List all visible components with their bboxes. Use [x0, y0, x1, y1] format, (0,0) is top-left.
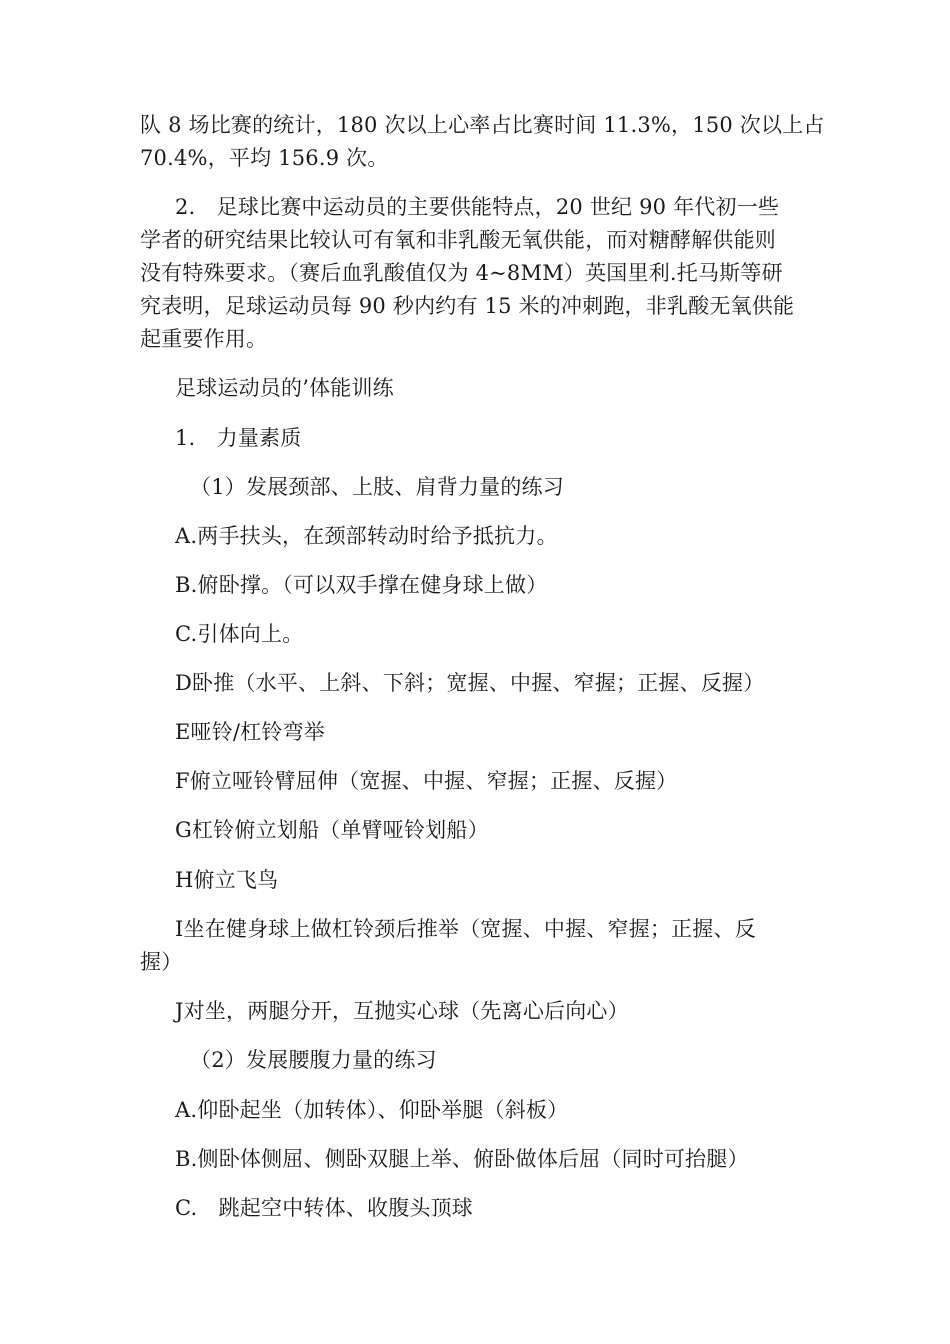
point2-line-1: 2. 足球比赛中运动员的主要供能特点，20 世纪 90 年代初一些 [175, 195, 780, 219]
point2-line-4: 究表明，足球运动员每 90 秒内约有 15 米的冲刺跑，非乳酸无氧供能 [140, 294, 795, 318]
sub1-item-e: E哑铃/杠铃弯举 [175, 720, 326, 744]
sub2-item-b: B.侧卧体侧屈、侧卧双腿上举、俯卧做体后屈（同时可抬腿） [175, 1147, 749, 1171]
point2-line-3: 没有特殊要求。（赛后血乳酸值仅为 4~8MM）英国里利.托马斯等研 [140, 261, 783, 285]
sub1-item-h: H俯立飞鸟 [175, 868, 279, 892]
intro-line-2: 70.4%，平均 156.9 次。 [140, 146, 389, 170]
strength-heading: 1. 力量素质 [175, 426, 302, 450]
sub1-item-j: J对坐，两腿分开，互抛实心球（先离心后向心） [175, 999, 629, 1023]
sub1-item-d: D卧推（水平、上斜、下斜；宽握、中握、窄握；正握、反握） [175, 671, 765, 695]
point2-line-5: 起重要作用。 [140, 327, 268, 351]
sub1-heading: （1）发展颈部、上肢、肩背力量的练习 [190, 475, 564, 499]
sub2-item-c: C. 跳起空中转体、收腹头顶球 [175, 1196, 473, 1220]
point2-line-2: 学者的研究结果比较认可有氧和非乳酸无氧供能，而对糖酵解供能则 [140, 228, 776, 252]
section-title: 足球运动员的’体能训练 [175, 376, 394, 400]
sub1-item-f: F俯立哑铃臂屈伸（宽握、中握、窄握；正握、反握） [175, 769, 678, 793]
sub1-item-c: C.引体向上。 [175, 622, 304, 646]
sub2-heading: （2）发展腰腹力量的练习 [190, 1048, 437, 1072]
sub1-item-i-line-1: I坐在健身球上做杠铃颈后推举（宽握、中握、窄握；正握、反 [175, 917, 756, 941]
sub2-item-a: A.仰卧起坐（加转体）、仰卧举腿（斜板） [175, 1098, 569, 1122]
sub1-item-i-line-2: 握） [140, 950, 183, 974]
sub1-item-a: A.两手扶头，在颈部转动时给予抵抗力。 [175, 524, 558, 548]
sub1-item-g: G杠铃俯立划船（单臂哑铃划船） [175, 818, 489, 842]
intro-line-1: 队 8 场比赛的统计，180 次以上心率占比赛时间 11.3%，150 次以上占 [140, 113, 825, 137]
sub1-item-b: B.俯卧撑。（可以双手撑在健身球上做） [175, 573, 548, 597]
